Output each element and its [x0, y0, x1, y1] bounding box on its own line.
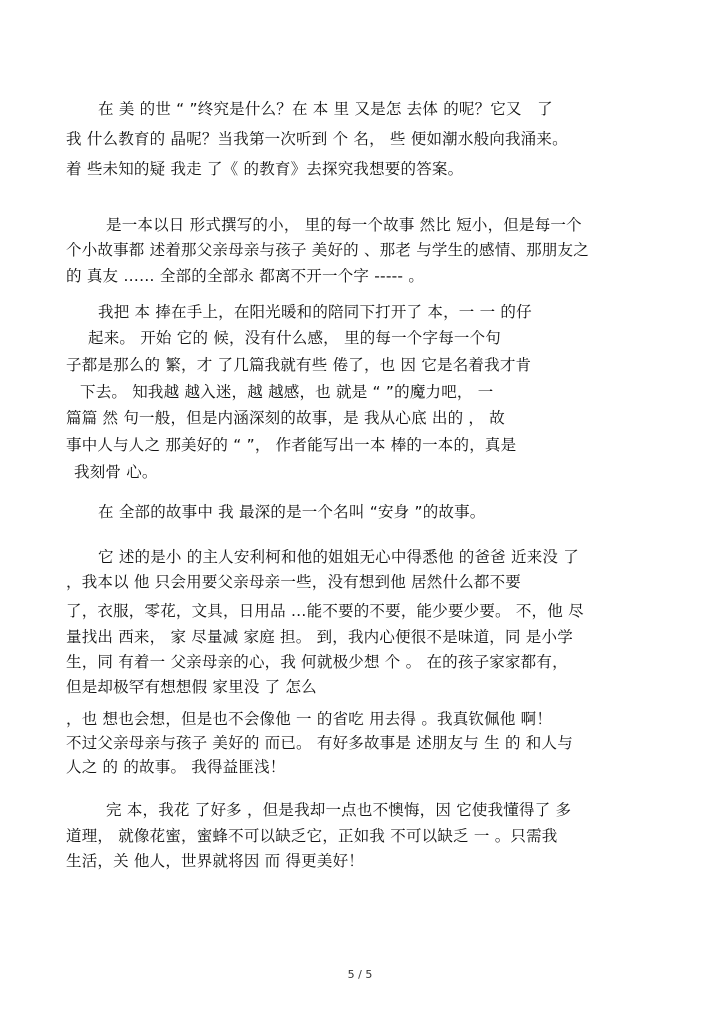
text-line: ，我本以 他 只会用要父亲母亲一些，没有想到他 居然什么都不要 — [66, 573, 521, 591]
page-number: 5 / 5 — [347, 968, 373, 981]
text-line: 人之 的 的故事。 我得益匪浅！ — [66, 758, 286, 776]
text-line: 我刻骨 心。 — [74, 463, 158, 481]
text-line: 子都是那么的 繁，才 了几篇我就有些 倦了，也 因 它是名着我才肯 — [66, 356, 532, 374]
text-line: ，也 想也会想，但是也不会像他 一 的省吃 用去得 。我真钦佩他 啊！ — [66, 710, 553, 728]
text-line: 但是却极罕有想想假 家里没 了 怎么 — [66, 678, 317, 696]
text-line: 的 真友 …… 全部的全部永 都离不开一个字 ----- 。 — [66, 267, 425, 285]
text-line: 道理， 就像花蜜，蜜蜂不可以缺乏它，正如我 不可以缺乏 一 。只需我 — [66, 827, 558, 845]
text-line: 生，同 有着一 父亲母亲的心，我 何就极少想 个 。 在的孩子家家都有， — [66, 653, 568, 671]
text-line: 在 全部的故事中 我 最深的是一个名叫 “安身 ”的故事。 — [98, 503, 486, 521]
text-line: 着 些未知的疑 我走 了《 的教育》去探究我想要的答案。 — [66, 160, 464, 178]
text-line: 个小故事都 述着那父亲母亲与孩子 美好的 、那老 与学生的感情、那朋友之 — [66, 241, 589, 259]
text-line: 起来。 开始 它的 候，没有什么感， 里的每一个字每一个句 — [88, 329, 502, 347]
text-line: 在 美 的世 “ ”终究是什么？在 本 里 又是怎 去体 的呢？它又 了 — [98, 100, 553, 118]
text-line: 量找出 西来， 家 尽量减 家庭 担。 到，我内心便很不是味道，同 是小学 — [66, 628, 573, 646]
text-line: 完 本，我花 了好多 ，但是我却一点也不懊悔，因 它使我懂得了 多 — [106, 801, 572, 819]
text-line: 不过父亲母亲与孩子 美好的 而已。 有好多故事是 述朋友与 生 的 和人与 — [66, 734, 573, 752]
text-line: 篇篇 然 句一般，但是内涵深刻的故事，是 我从心底 出的 ， 故 — [66, 409, 505, 427]
text-line: 了，衣服，零花，文具，日用品 …能不要的不要，能少要少要。 不，他 尽 — [66, 602, 584, 620]
text-line: 我 什么教育的 晶呢？当我第一次听到 个 名， 些 便如潮水般向我涌来。 — [66, 130, 568, 148]
text-line: 生活，关 他人，世界就将因 而 得更美好！ — [66, 852, 364, 870]
text-line: 下去。 知我越 越入迷，越 越感，也 就是 “ ”的魔力吧， 一 — [80, 383, 494, 401]
text-line: 我把 本 捧在手上，在阳光暖和的陪同下打开了 本，一 一 的仔 — [98, 303, 532, 321]
text-line: 它 述的是小 的主人安利柯和他的姐姐无心中得悉他 的爸爸 近来没 了 — [98, 548, 579, 566]
text-line: 事中人与人之 那美好的 “ ”， 作者能写出一本 棒的一本的，真是 — [66, 436, 517, 454]
text-line: 是一本以日 形式撰写的小， 里的每一个故事 然比 短小，但是每一个 — [106, 216, 582, 234]
